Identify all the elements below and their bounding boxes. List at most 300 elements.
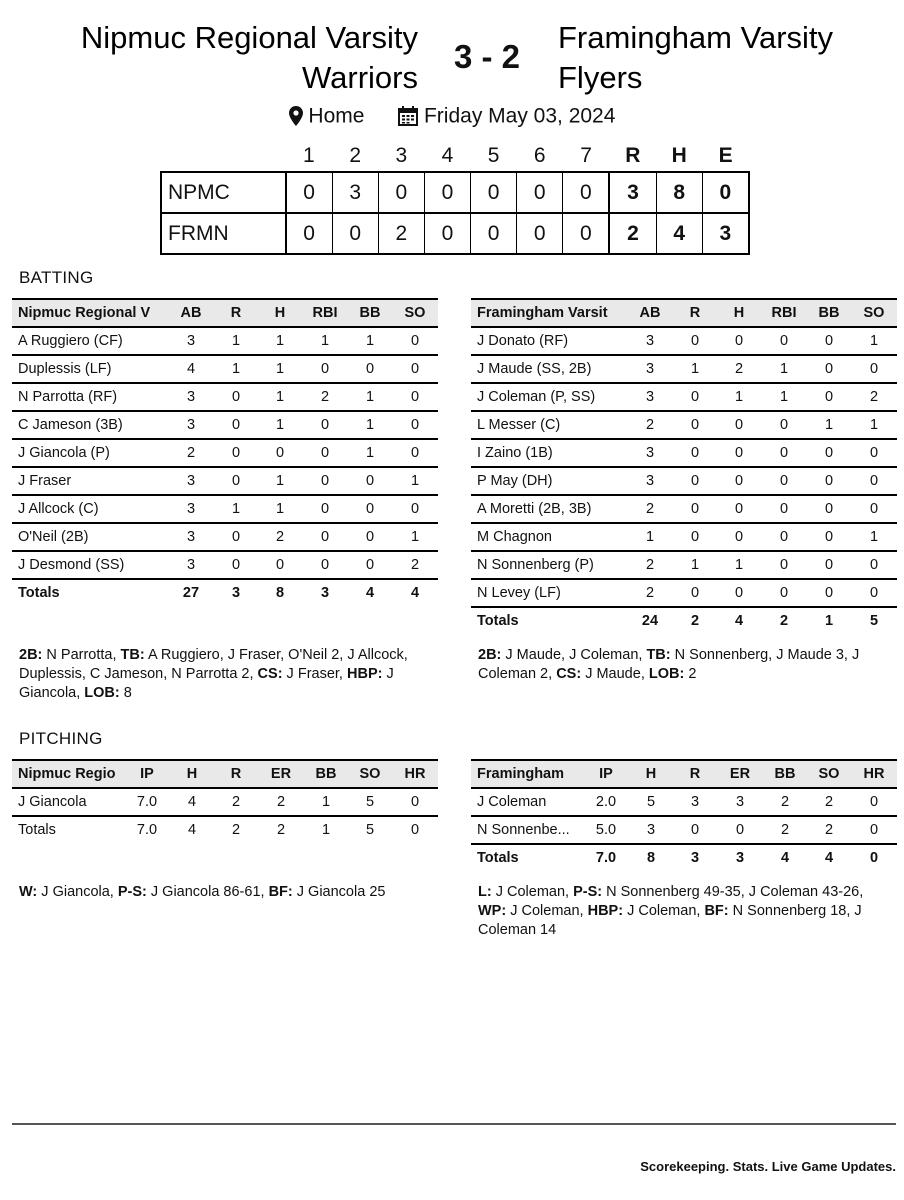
col-header: SO (851, 299, 897, 327)
pitching-rows-home (471, 788, 897, 844)
inning-3: 3 (395, 144, 408, 167)
stat-cell: 3 (627, 355, 673, 383)
player-name: O'Neil (2B) (12, 523, 168, 551)
col-header: ER (717, 760, 763, 788)
col-header: R (673, 760, 717, 788)
home-team-line2: Flyers (558, 60, 643, 95)
note-label: 2B: (478, 647, 502, 663)
note-text: N Sonnenberg 49-35, J Coleman 43-26, (602, 884, 864, 900)
stat-cell: 1 (348, 411, 392, 439)
stat-cell: 1 (851, 411, 897, 439)
away-team-line1: Nipmuc Regional Varsity (80, 20, 418, 55)
stat-cell: 0 (410, 822, 420, 838)
stat-cell: 2 (627, 411, 673, 439)
stat-cell: 0 (851, 551, 897, 579)
player-row (471, 788, 897, 816)
inning-7: 7 (580, 144, 592, 167)
stat-cell: 0 (717, 495, 761, 523)
inning-score: 0 (471, 213, 517, 254)
inning-score: 0 (517, 172, 563, 213)
inning-score: 0 (563, 172, 610, 213)
stat-cell: 3 (627, 327, 673, 355)
col-header: BB (807, 299, 851, 327)
stat-cell: 0 (392, 495, 438, 523)
stat-cell: 0 (807, 467, 851, 495)
team-abbr: FRMN (161, 213, 286, 254)
stat-cell: 0 (214, 467, 258, 495)
player-name: A Ruggiero (CF) (12, 327, 168, 355)
player-name: C Jameson (3B) (12, 411, 168, 439)
stat-cell: 1 (392, 467, 438, 495)
inning-score: 0 (517, 213, 563, 254)
team-name: Framingham (477, 766, 565, 782)
stat-cell: 1 (348, 439, 392, 467)
stat-cell: 1 (717, 551, 761, 579)
note-text: J Coleman, (491, 884, 574, 900)
hits-header: H (671, 144, 687, 167)
stat-cell: 0 (851, 788, 897, 816)
stat-cell: 2 (258, 788, 304, 816)
stat-cell: 1 (761, 355, 807, 383)
inning-score: 0 (286, 213, 333, 254)
note-label: CS: (257, 666, 283, 682)
stat-cell: 1 (258, 355, 302, 383)
stat-cell: 0 (673, 579, 717, 607)
footer-divider (12, 1123, 896, 1125)
player-name: P May (DH) (471, 467, 627, 495)
stat-cell: 1 (258, 327, 302, 355)
stat-cell: 3 (627, 467, 673, 495)
player-row (471, 579, 897, 607)
player-row (12, 788, 438, 816)
stat-cell: 0 (717, 439, 761, 467)
stat-cell: 7.0 (595, 850, 617, 866)
game-info (0, 104, 904, 128)
team-abbr: NPMC (161, 172, 286, 213)
stat-cell: 3 (168, 523, 214, 551)
stat-cell: 1 (807, 411, 851, 439)
stat-cell: 0 (673, 327, 717, 355)
player-row (471, 467, 897, 495)
away-team-line2: Warriors (302, 60, 418, 95)
stat-cell: 0 (214, 439, 258, 467)
stat-cell: 2 (392, 551, 438, 579)
stat-cell: 0 (348, 551, 392, 579)
note-label: WP: (478, 903, 507, 919)
inning-score: 0 (332, 213, 378, 254)
stat-cell: 0 (851, 355, 897, 383)
stat-cell: 0 (851, 579, 897, 607)
stat-cell: 3 (673, 788, 717, 816)
col-header: R (214, 760, 258, 788)
note-label: HBP: (347, 666, 383, 682)
stat-cell: 4 (734, 613, 744, 629)
batting-totals-away (12, 579, 438, 606)
stat-cell: 7.0 (136, 822, 158, 838)
stat-cell: 2 (258, 523, 302, 551)
note-text: J Maude, (581, 666, 649, 682)
batting-rows-away (12, 327, 438, 579)
inning-score: 3 (332, 172, 378, 213)
inning-score: 0 (424, 172, 470, 213)
stat-cell: 1 (851, 523, 897, 551)
stat-cell: 0 (851, 816, 897, 844)
stat-cell: 0 (673, 495, 717, 523)
stat-cell: 0 (302, 439, 348, 467)
stat-cell: 24 (641, 613, 659, 629)
player-row (12, 439, 438, 467)
stat-cell: 1 (302, 327, 348, 355)
stat-cell: 0 (851, 439, 897, 467)
player-name: M Chagnon (471, 523, 627, 551)
stat-cell: 0 (348, 495, 392, 523)
stat-cell: 1 (258, 495, 302, 523)
stat-cell: 7.0 (124, 788, 170, 816)
footer-tagline: Scorekeeping. Stats. Live Game Updates. (640, 1159, 896, 1174)
stat-cell: 0 (348, 355, 392, 383)
total-errors: 3 (702, 213, 749, 254)
stat-cell: 1 (214, 355, 258, 383)
stat-cell: 0 (392, 355, 438, 383)
stat-cell: 3 (168, 383, 214, 411)
stat-cell: 0 (807, 495, 851, 523)
stat-cell: 0 (851, 495, 897, 523)
player-row (12, 355, 438, 383)
stat-cell: 8 (275, 585, 285, 601)
pitching-header-home (471, 760, 897, 788)
stat-cell: 0 (761, 551, 807, 579)
stat-cell: 0 (807, 439, 851, 467)
line-score-row-home (161, 213, 749, 254)
player-name: J Coleman (471, 788, 583, 816)
stat-cell: 0 (717, 523, 761, 551)
stat-cell: 0 (392, 788, 438, 816)
note-label: TB: (120, 647, 145, 663)
stat-cell: 0 (214, 411, 258, 439)
note-label: TB: (646, 647, 671, 663)
stat-cell: 0 (761, 495, 807, 523)
note-text: J Giancola 86-61, (146, 884, 269, 900)
stat-cell: 1 (348, 327, 392, 355)
note-label: HBP: (587, 903, 624, 919)
stat-cell: 1 (717, 383, 761, 411)
col-header: SO (392, 299, 438, 327)
stat-cell: 2 (231, 822, 241, 838)
col-header: H (717, 299, 761, 327)
stat-cell: 3 (320, 585, 330, 601)
stat-cell: 1 (214, 495, 258, 523)
col-header: AB (627, 299, 673, 327)
inning-score: 0 (471, 172, 517, 213)
batting-header-away (12, 299, 438, 327)
stat-cell: 5 (869, 613, 879, 629)
stat-cell: 0 (807, 551, 851, 579)
stat-cell: 0 (807, 327, 851, 355)
col-header: IP (124, 760, 170, 788)
note-text: J Coleman, (506, 903, 588, 919)
stat-cell: 0 (717, 579, 761, 607)
stat-cell: 3 (168, 467, 214, 495)
stat-cell: 1 (304, 788, 348, 816)
note-label: CS: (556, 666, 582, 682)
stat-cell: 0 (302, 411, 348, 439)
player-name: Duplessis (LF) (12, 355, 168, 383)
note-text: N Parrotta, (42, 647, 121, 663)
total-runs: 3 (609, 172, 656, 213)
note-label: 2B: (19, 647, 43, 663)
stat-cell: 1 (824, 613, 834, 629)
line-score-header (161, 141, 749, 172)
total-hits: 4 (656, 213, 702, 254)
note-text: J Giancola 25 (292, 884, 386, 900)
col-header: R (673, 299, 717, 327)
stat-cell: 0 (392, 411, 438, 439)
col-header: IP (583, 760, 629, 788)
col-header: H (170, 760, 214, 788)
team-name: Nipmuc Regio (18, 766, 116, 782)
totals-label: Totals (477, 850, 519, 866)
col-header: BB (348, 299, 392, 327)
player-name: L Messer (C) (471, 411, 627, 439)
col-header: AB (168, 299, 214, 327)
stat-cell: 2 (690, 613, 700, 629)
stat-cell: 1 (392, 523, 438, 551)
note-label: LOB: (648, 666, 685, 682)
stat-cell: 3 (231, 585, 241, 601)
stat-cell: 1 (761, 383, 807, 411)
inning-score: 0 (563, 213, 610, 254)
stat-cell: 5.0 (583, 816, 629, 844)
col-header: RBI (761, 299, 807, 327)
stat-cell: 0 (761, 327, 807, 355)
note-text: J Fraser, (282, 666, 347, 682)
stat-cell: 0 (717, 467, 761, 495)
player-name: J Fraser (12, 467, 168, 495)
note-text: N Sonnenberg 18, J Coleman 14 (478, 903, 862, 938)
home-team-line1: Framingham Varsity (558, 20, 834, 55)
stat-cell: 3 (735, 850, 745, 866)
note-label: BF: (704, 903, 729, 919)
batting-totals-home (471, 607, 897, 634)
stat-cell: 2 (779, 613, 789, 629)
game-location: Home (308, 104, 365, 128)
inning-5: 5 (487, 144, 500, 167)
stat-cell: 4 (824, 850, 834, 866)
stat-cell: 0 (869, 850, 879, 866)
stat-cell: 0 (302, 523, 348, 551)
note-label: L: (478, 884, 492, 900)
stat-cell: 0 (302, 467, 348, 495)
stat-cell: 1 (258, 383, 302, 411)
stat-cell: 0 (348, 467, 392, 495)
stat-cell: 4 (187, 822, 197, 838)
stat-cell: 0 (761, 523, 807, 551)
stat-cell: 1 (673, 355, 717, 383)
note-label: BF: (268, 884, 293, 900)
stat-cell: 0 (392, 439, 438, 467)
note-text: N Sonnenberg, J Maude 3, J Coleman 2, (478, 647, 860, 682)
stat-cell: 0 (717, 411, 761, 439)
stat-cell: 0 (761, 411, 807, 439)
inning-score: 0 (424, 213, 470, 254)
stat-cell: 1 (258, 411, 302, 439)
player-row (471, 551, 897, 579)
col-header: SO (348, 760, 392, 788)
totals-label: Totals (18, 822, 56, 838)
game-score: 3 - 2 (453, 38, 521, 75)
stat-cell: 2 (717, 355, 761, 383)
stat-cell: 27 (182, 585, 200, 601)
player-row (471, 327, 897, 355)
stat-cell: 3 (168, 327, 214, 355)
player-name: N Sonnenbe... (471, 816, 583, 844)
stat-cell: 4 (170, 788, 214, 816)
player-row (12, 411, 438, 439)
batting-table-home (471, 298, 897, 634)
errors-header: E (718, 144, 733, 167)
stat-cell: 3 (627, 439, 673, 467)
stat-cell: 2 (627, 495, 673, 523)
player-name: A Moretti (2B, 3B) (471, 495, 627, 523)
stat-cell: 3 (717, 788, 763, 816)
stat-cell: 0 (673, 439, 717, 467)
note-text: J Coleman, (623, 903, 705, 919)
stat-cell: 1 (348, 383, 392, 411)
note-text: 2 (684, 666, 697, 682)
stat-cell: 0 (302, 355, 348, 383)
player-name: J Giancola (12, 788, 124, 816)
stat-cell: 2 (763, 816, 807, 844)
stat-cell: 0 (392, 383, 438, 411)
stat-cell: 2 (627, 579, 673, 607)
note-text: 8 (119, 685, 132, 701)
total-runs: 2 (609, 213, 656, 254)
total-hits: 8 (656, 172, 702, 213)
inning-4: 4 (441, 144, 454, 167)
stat-cell: 3 (168, 495, 214, 523)
batting-header-home (471, 299, 897, 327)
pitching-table-away (12, 759, 438, 843)
calendar-icon (398, 106, 418, 126)
stat-cell: 0 (807, 579, 851, 607)
note-text: A Ruggiero, J Fraser, O'Neil 2, J Allcock, Duplessis, C Jameson, N Parrotta 2, (19, 647, 408, 682)
player-name: J Desmond (SS) (12, 551, 168, 579)
col-header: HR (851, 760, 897, 788)
batting-notes-away (19, 646, 419, 703)
stat-cell: 1 (214, 327, 258, 355)
player-row (471, 495, 897, 523)
stat-cell: 0 (673, 816, 717, 844)
player-row (471, 816, 897, 844)
stat-cell: 2 (807, 788, 851, 816)
away-team-name (40, 18, 418, 98)
stat-cell: 0 (673, 383, 717, 411)
stat-cell: 8 (646, 850, 656, 866)
stat-cell: 2 (276, 822, 286, 838)
stat-cell: 1 (321, 822, 331, 838)
stat-cell: 3 (168, 411, 214, 439)
player-name: J Donato (RF) (471, 327, 627, 355)
line-score-row-away (161, 172, 749, 213)
col-header: BB (304, 760, 348, 788)
player-name: I Zaino (1B) (471, 439, 627, 467)
player-row (471, 411, 897, 439)
note-label: P-S: (573, 884, 603, 900)
stat-cell: 0 (302, 551, 348, 579)
stat-cell: 2 (807, 816, 851, 844)
player-name: J Coleman (P, SS) (471, 383, 627, 411)
stat-cell: 1 (627, 523, 673, 551)
stat-cell: 0 (761, 439, 807, 467)
stat-cell: 2 (627, 551, 673, 579)
total-errors: 0 (702, 172, 749, 213)
player-name: J Maude (SS, 2B) (471, 355, 627, 383)
inning-6: 6 (533, 144, 546, 167)
inning-score: 0 (378, 172, 424, 213)
stat-cell: 2 (851, 383, 897, 411)
player-name: N Parrotta (RF) (12, 383, 168, 411)
stat-cell: 0 (673, 467, 717, 495)
player-name: N Sonnenberg (P) (471, 551, 627, 579)
player-row (471, 439, 897, 467)
stat-cell: 2 (763, 788, 807, 816)
stat-cell: 0 (673, 411, 717, 439)
runs-header: R (625, 144, 641, 167)
stat-cell: 0 (717, 816, 763, 844)
note-label: LOB: (84, 685, 120, 701)
totals-label: Totals (477, 613, 519, 629)
stat-cell: 3 (168, 551, 214, 579)
stat-cell: 5 (629, 788, 673, 816)
stat-cell: 1 (673, 551, 717, 579)
team-name: Nipmuc Regional V (18, 305, 151, 321)
col-header: RBI (302, 299, 348, 327)
stat-cell: 0 (673, 523, 717, 551)
inning-score: 0 (286, 172, 333, 213)
col-header: HR (392, 760, 438, 788)
stat-cell: 0 (807, 523, 851, 551)
stat-cell: 0 (851, 467, 897, 495)
pitching-notes-away (19, 883, 449, 902)
location-pin-icon (289, 106, 303, 126)
stat-cell: 5 (365, 822, 375, 838)
stat-cell: 1 (258, 467, 302, 495)
stat-cell: 0 (258, 439, 302, 467)
pitching-rows-away (12, 788, 438, 816)
stat-cell: 0 (214, 383, 258, 411)
inning-score: 2 (378, 213, 424, 254)
pitching-section-title: PITCHING (19, 729, 103, 748)
col-header: H (629, 760, 673, 788)
col-header: SO (807, 760, 851, 788)
player-row (471, 355, 897, 383)
note-text: J Giancola, (19, 666, 394, 701)
inning-2: 2 (349, 144, 362, 167)
stat-cell: 0 (392, 327, 438, 355)
col-header: BB (763, 760, 807, 788)
stat-cell: 0 (258, 551, 302, 579)
stat-cell: 0 (348, 523, 392, 551)
player-row (12, 327, 438, 355)
pitching-table-home (471, 759, 897, 871)
stat-cell: 5 (348, 788, 392, 816)
player-row (471, 383, 897, 411)
player-name: N Levey (LF) (471, 579, 627, 607)
stat-cell: 0 (214, 551, 258, 579)
batting-rows-home (471, 327, 897, 607)
note-text: J Maude, J Coleman, (501, 647, 647, 663)
batting-notes-home (478, 646, 888, 684)
